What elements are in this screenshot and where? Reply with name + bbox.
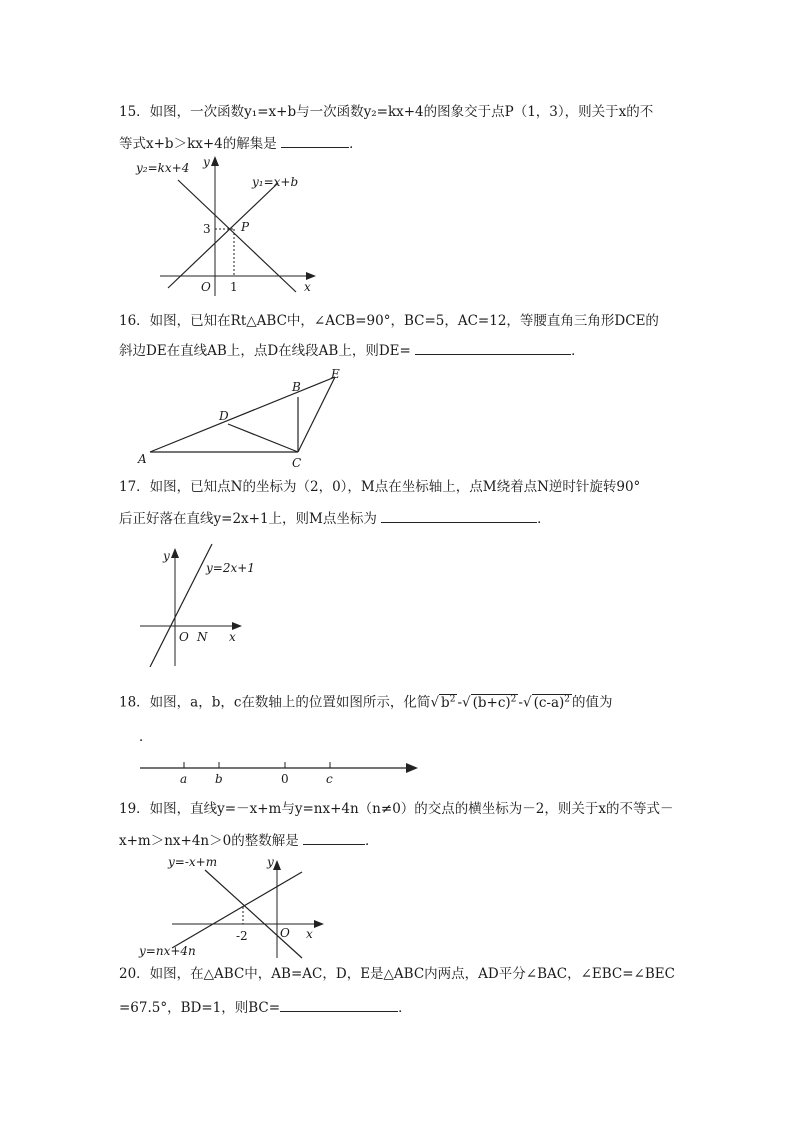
q20-end: ． [398, 1000, 412, 1016]
q15-label-y2: y₂=kx+4 [136, 161, 190, 175]
q18-label-b: b [215, 772, 223, 786]
q16-line-dc [228, 424, 298, 452]
q18-label-a: a [180, 772, 188, 786]
q20-text: =67.5°，BD=1，则BC= [119, 1000, 281, 1016]
q16-label-e: E [331, 367, 340, 381]
q19-text-line2 [119, 832, 379, 850]
q17-label-n: N [197, 630, 208, 644]
q18-minus1: - [457, 694, 462, 711]
q15-y-label: y [203, 155, 210, 169]
q17-y-arrow-icon [171, 548, 179, 558]
q16-line-ec [298, 377, 335, 452]
q15-line-y2 [178, 180, 296, 292]
q15-text: 等式x+b＞kx+4的解集是 [119, 136, 277, 152]
q15-tick-y: 3 [203, 222, 211, 236]
q16-end: ． [571, 343, 585, 359]
q19-text: x+m＞nx+4n＞0的整数解是 [119, 833, 299, 849]
q16-figure [135, 362, 350, 472]
q18-number-line [135, 755, 420, 790]
q18-sqrt1: √ $b^2$ [430, 694, 456, 711]
q17-end: ． [537, 511, 551, 527]
q16-line-ae [150, 377, 335, 452]
q17-x-arrow-icon [232, 622, 242, 630]
q17-origin-label: O [179, 630, 189, 644]
q16-label-c: C [292, 456, 302, 470]
q18-suffix: 的值为 [572, 694, 613, 711]
q15-x-arrow-icon [306, 272, 316, 280]
q19-line-l1 [205, 870, 302, 958]
q20-answer-blank[interactable] [280, 999, 398, 1012]
q15-origin-label: O [201, 280, 211, 294]
q17-y-label: y [163, 549, 170, 563]
q15-answer-blank[interactable] [281, 135, 349, 148]
q19-answer-blank[interactable] [303, 832, 365, 845]
q18-radicand3: (c-a) [533, 694, 565, 711]
q18-label-0: 0 [281, 772, 289, 786]
q19-label-l1: y=-x+m [168, 855, 218, 869]
q16-label-d: D [219, 409, 229, 423]
q17-text-line1: 17．如图，已知点N的坐标为（2，0），M点在坐标轴上，点M绕着点N逆时针旋转90° [119, 479, 641, 495]
q18-sqrt2: √ $(b+c)^2$ [462, 694, 517, 711]
q18-exp1: 2 [449, 694, 456, 704]
q19-end: ． [365, 833, 379, 849]
q15-figure [130, 150, 330, 300]
q15-text-line1: 15．如图，一次函数y₁=x+b与一次函数y₂=kx+4的图象交于点P（1，3），则关于x的不 [119, 104, 654, 120]
q18-label-c: c [326, 772, 333, 786]
q18-exp3: 2 [564, 694, 571, 704]
q19-x-arrow-icon [314, 920, 324, 928]
q16-text-line2 [119, 342, 585, 360]
q17-line-label: y=2x+1 [206, 561, 255, 575]
q16-label-b: B [292, 380, 301, 394]
q19-x-label: x [306, 927, 313, 941]
q18-sqrt3: √ $(c-a)^2$ [522, 694, 571, 711]
q16-answer-blank[interactable] [415, 342, 571, 355]
q20-text-line2 [119, 999, 412, 1017]
q19-origin-label: O [280, 926, 290, 940]
q17-answer-blank[interactable] [381, 510, 537, 523]
q18-text-line1 [119, 690, 613, 712]
q15-x-label: x [304, 280, 311, 294]
q16-label-a: A [138, 452, 147, 466]
q19-y-arrow-icon [273, 860, 281, 870]
q18-minus2: - [518, 694, 523, 711]
q15-line-y1 [168, 183, 278, 288]
q17-text: 后正好落在直线y=2x+1上，则M点坐标为 [119, 511, 377, 527]
q18-radicand2: (b+c) [472, 694, 511, 711]
q17-line [150, 544, 212, 667]
q15-point-p: P [241, 220, 250, 234]
q15-y-arrow-icon [211, 156, 219, 166]
q17-text-line2 [119, 510, 551, 528]
q20-text-line1: 20．如图，在△ABC中，AB=AC，D，E是△ABC内两点，AD平分∠BAC，∠EBC=∠BEC [119, 966, 675, 982]
q19-label-l2: y=nx+4n [139, 944, 196, 958]
q18-arrow-icon [406, 763, 418, 773]
q17-x-label: x [229, 630, 236, 644]
q17-figure [135, 540, 255, 670]
q19-y-label: y [267, 855, 274, 869]
q15-tick-x: 1 [230, 280, 238, 294]
q18-exp2: 2 [510, 694, 517, 704]
q19-figure [135, 852, 330, 962]
q16-text-line1: 16．如图，已知在Rt△ABC中，∠ACB=90°，BC=5，AC=12，等腰直角三角形DCE的 [119, 313, 659, 329]
q15-end: ． [349, 136, 363, 152]
q19-tick-label: -2 [236, 929, 248, 943]
q19-text-line1: 19．如图，直线y=－x+m与y=nx+4n（n≠0）的交点的横坐标为－2，则关于x的不等式－ [119, 801, 674, 817]
q16-text: 斜边DE在直线AB上，点D在线段AB上，则DE= [119, 343, 411, 359]
q18-radicand1: b [441, 694, 450, 711]
q18-text: 18．如图，a，b，c在数轴上的位置如图所示，化简 [119, 694, 431, 711]
q15-label-y1: y₁=x+b [252, 175, 299, 189]
q18-text-line2: ． [139, 729, 153, 745]
